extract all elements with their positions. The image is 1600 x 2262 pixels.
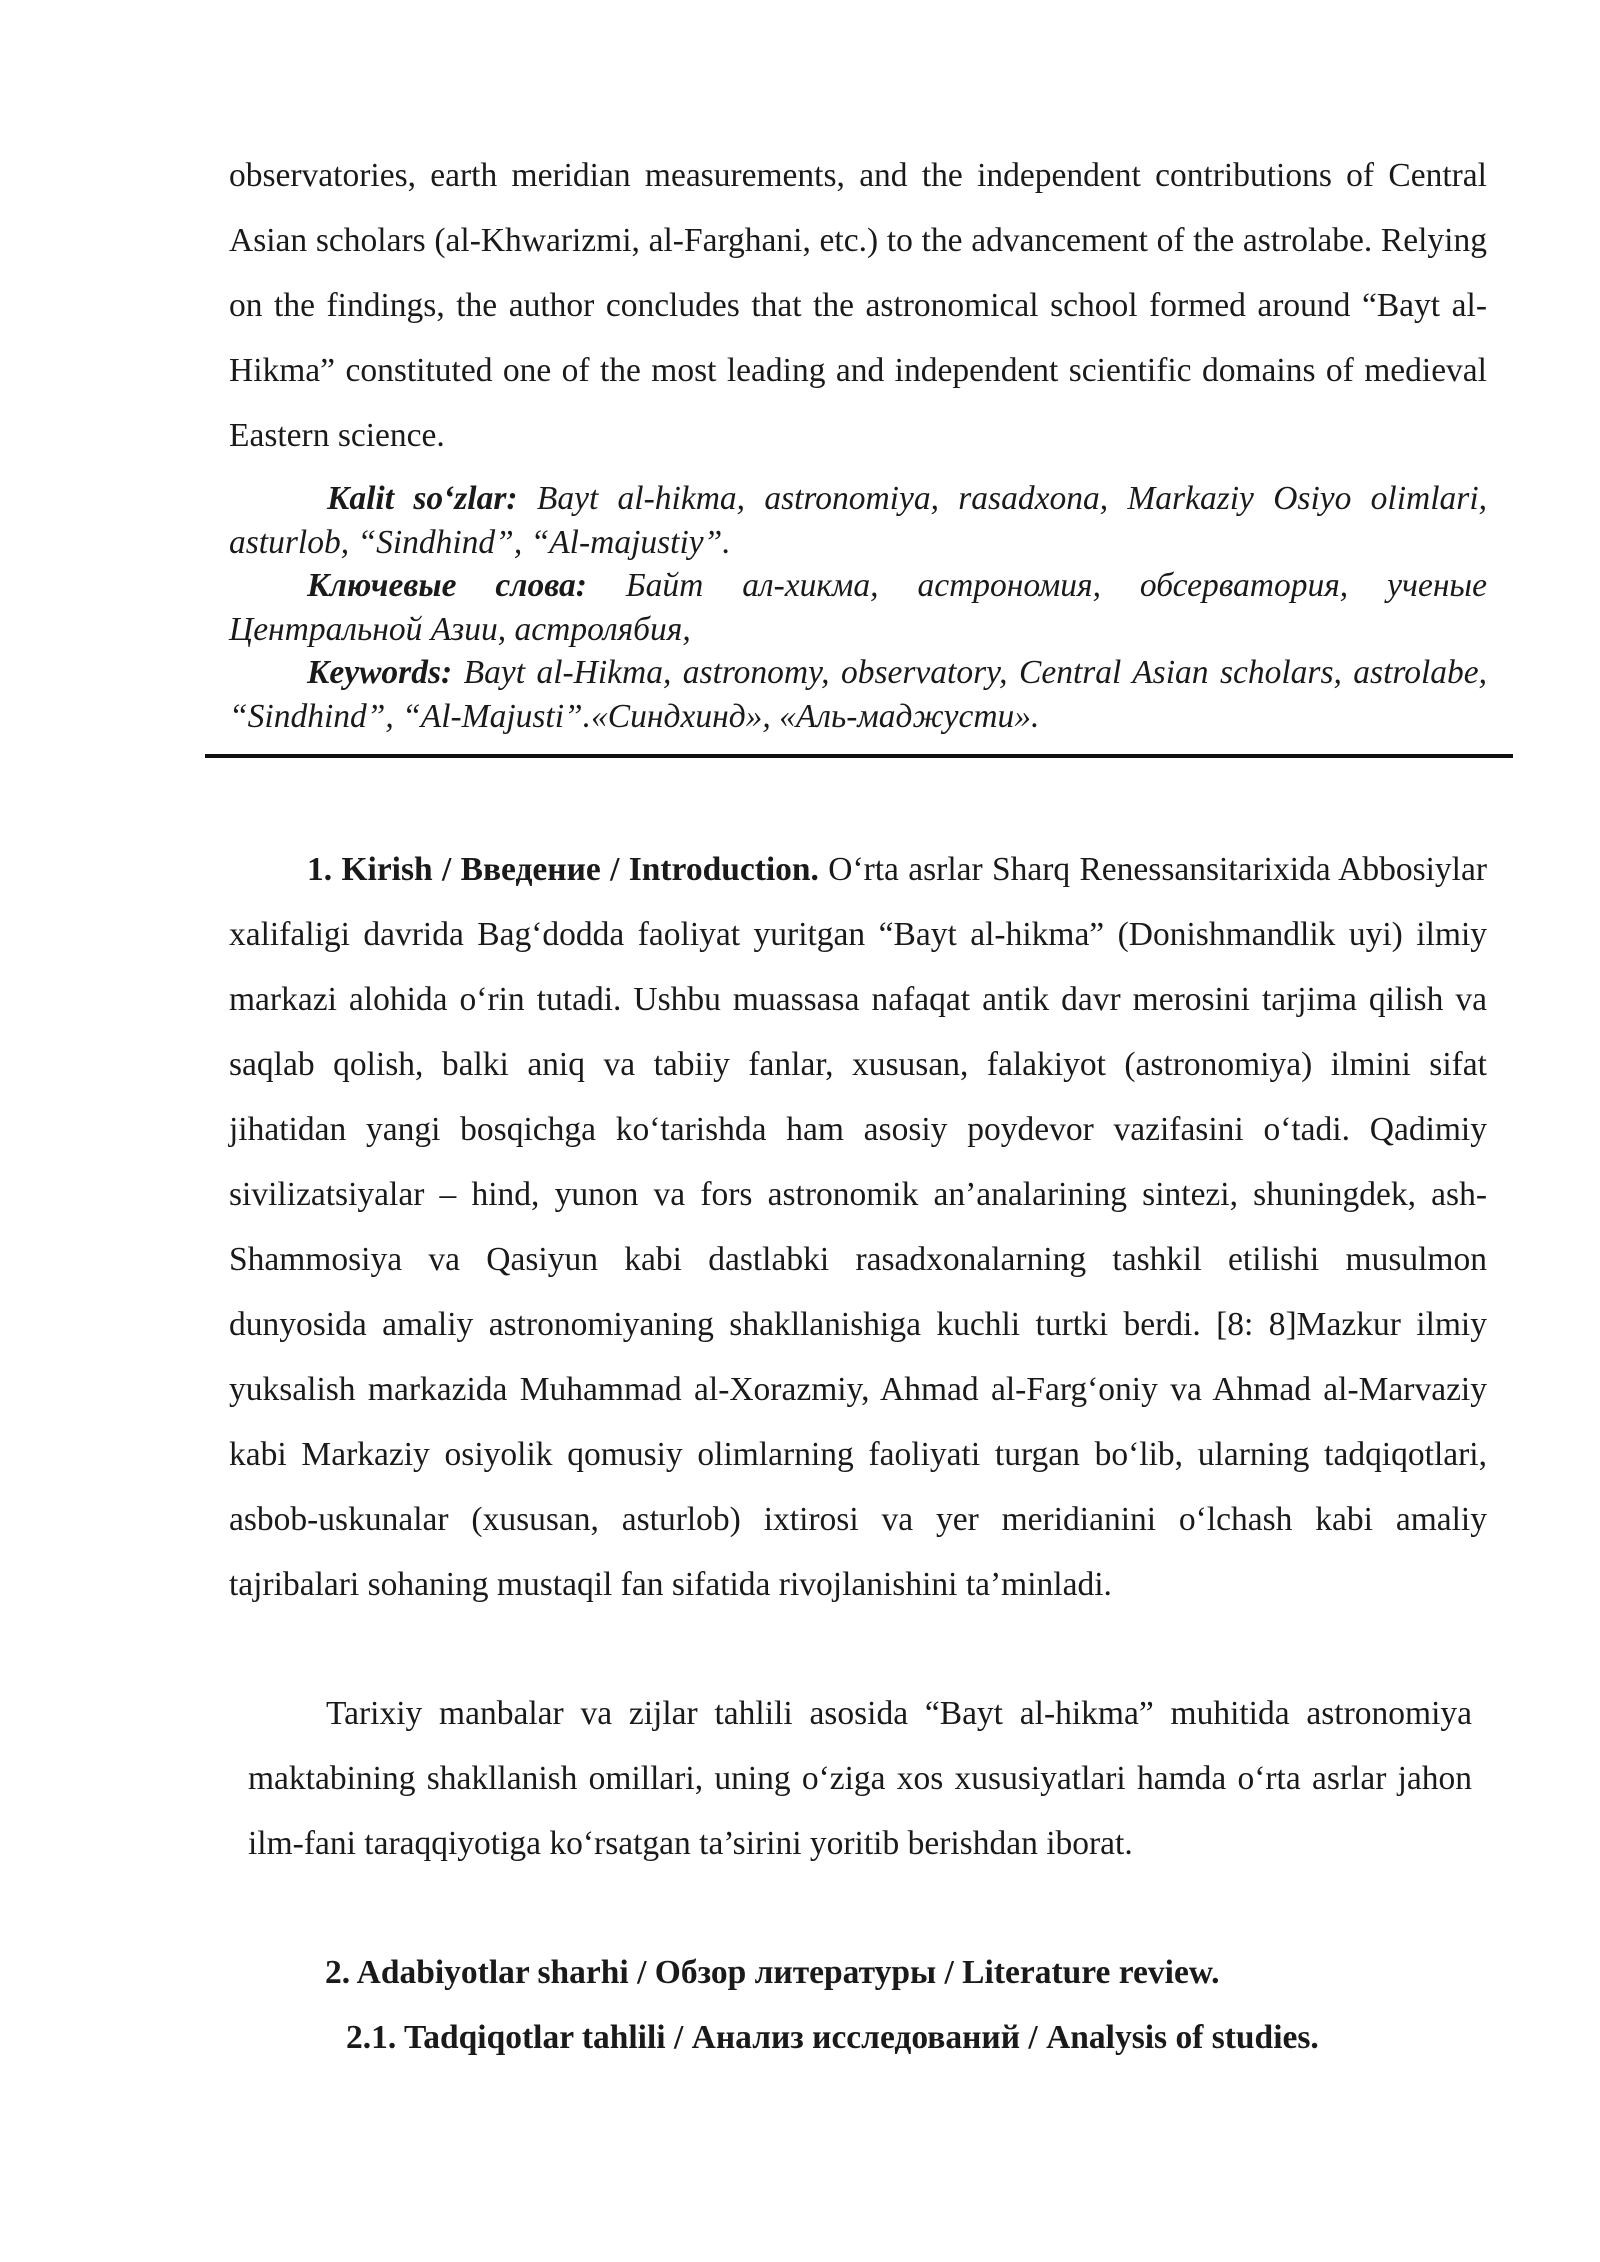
keywords-uz-label: Kalit so‘zlar: [327, 480, 518, 517]
abstract-text: observatories, earth meridian measurements, and the independent contributions of Central Asian scholars (al-Khwarizmi, al-Farghani, etc.) to the advancement of the astrolabe. Relying on the findings, the author concludes that the astronomical school formed around “Bayt al-Hikma” constituted one of the most leading and independent scientific domains of medieval Eastern science. [229, 157, 1487, 454]
section-2-heading: 2. Adabiyotlar sharhi / Обзор литературы / Literature review. [325, 1954, 1220, 1991]
keywords-en-label: Keywords: [307, 654, 453, 691]
keywords-en-text: Bayt al-Hikma, astronomy, observatory, Central Asian scholars, astrolabe, “Sindhind”, “Al-Majusti”.«Синдхинд», «Аль-маджусти». [229, 654, 1487, 735]
keywords-uz [229, 477, 1487, 565]
keywords-uz-text: Bayt al-hikma, astronomiya, rasadxona, Markaziy Osiyo olimlari, asturlob, “Sindhind”, “Al-majustiy”. [229, 480, 1488, 561]
section-2-1-heading: 2.1. Tadqiqotlar tahlili / Анализ исследований / Analysis of studies. [346, 2019, 1319, 2056]
keywords-ru-label: Ключевые слова: [307, 567, 587, 604]
intro-paragraph-2: Tarixiy manbalar va zijlar tahlili asosida “Bayt al-hikma” muhitida astronomiya maktabining shakllanish omillari, uning o‘ziga xos xususiyatlari hamda o‘rta asrlar jahon ilm-fani taraqqiyotiga ko‘rsatgan ta’sirini yoritib berishdan iborat. [248, 1695, 1472, 1862]
intro-heading: 1. Kirish / Введение / Introduction. [307, 851, 819, 888]
keywords-ru-text: Байт ал-хикма, астрономия, обсерватория, ученые Центральной Азии, астролябия, [229, 567, 1487, 648]
keywords-en [229, 651, 1487, 739]
section-divider [205, 754, 1513, 758]
intro-paragraph [229, 837, 1487, 1617]
intro-text: O‘rta asrlar Sharq Renessansitarixida Abbosiylar xalifaligi davrida Bag‘dodda faoliyat yuritgan “Bayt al-hikma” (Donishmandlik uyi) ilmiy markazi alohida o‘rin tutadi. Ushbu muassasa nafaqat antik davr merosini tarjima qilish va saqlab qolish, balki aniq va tabiiy fanlar, xususan, falakiyot (astronomiya) ilmini sifat jihatidan yangi bosqichga ko‘tarishda ham asosiy poydevor vazifasini o‘tadi. Qadimiy sivilizatsiyalar – hind, yunon va fors astronomik an’analarining sintezi, shuningdek, ash-Shammosiya va Qasiyun kabi dastlabki rasadxonalarning tashkil etilishi musulmon dunyosida amaliy astronomiyaning shakllanishiga kuchli turtki berdi. [8: 8]Mazkur ilmiy yuksalish markazida Muhammad al-Xorazmiy, Ahmad al-Farg‘oniy va Ahmad al-Marvaziy kabi Markaziy osiyolik qomusiy olimlarning faoliyati turgan bo‘lib, ularning tadqiqotlari, asbob-uskunalar (xususan, asturlob) ixtirosi va yer meridianini o‘lchash kabi amaliy tajribalari sohaning mustaqil fan sifatida rivojlanishini ta’minladi. [229, 851, 1487, 1603]
keywords-ru [229, 564, 1487, 652]
